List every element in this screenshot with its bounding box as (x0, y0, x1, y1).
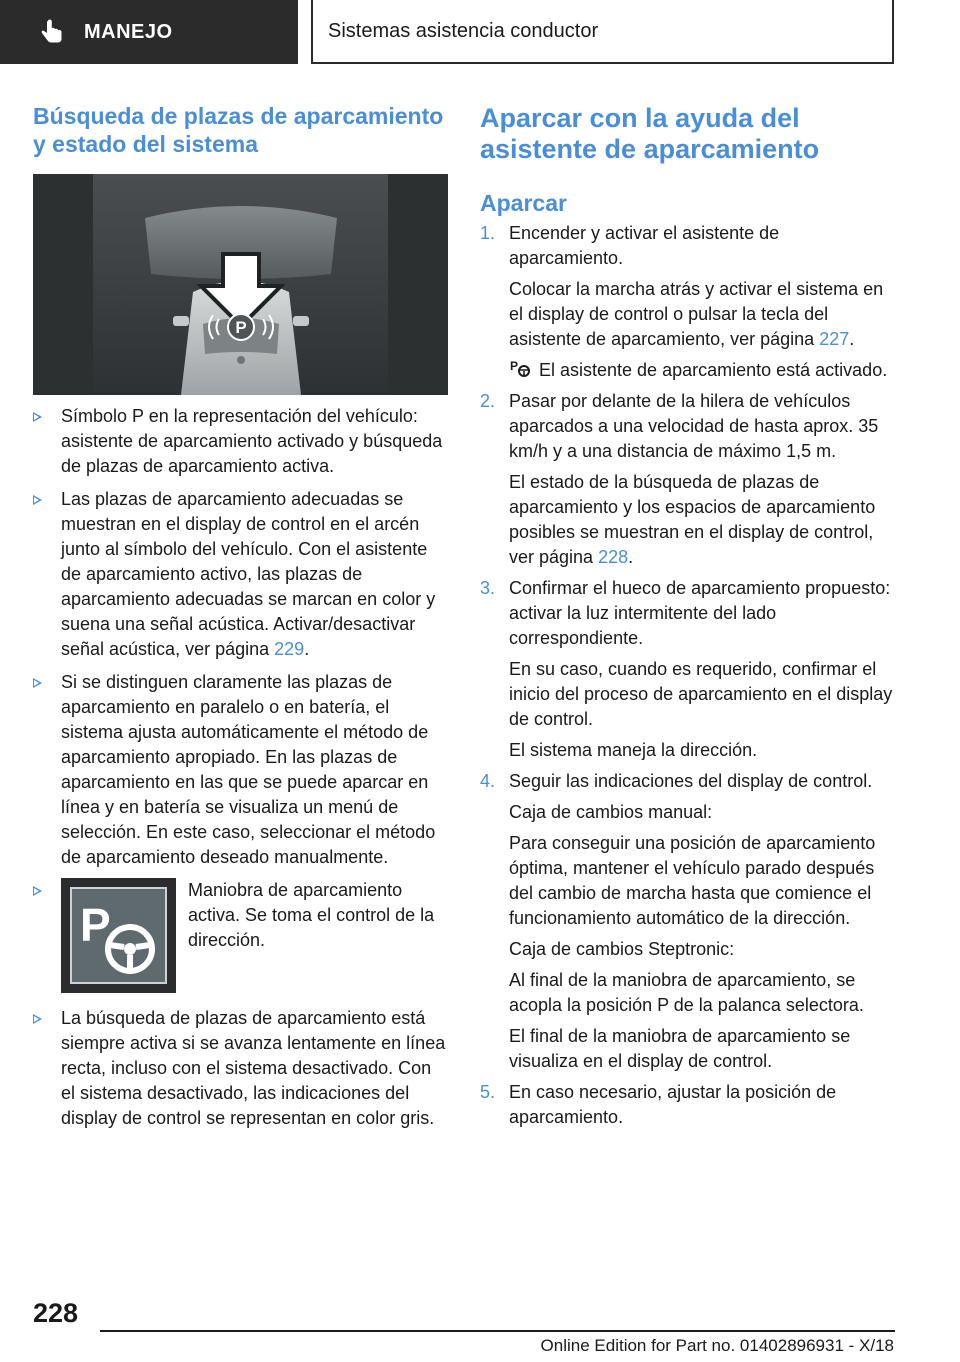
step-text: Caja de cambios manual: (509, 802, 713, 822)
right-section-title: Aparcar con la ayuda del asistente de aparcamiento (480, 103, 820, 164)
section-label: Sistemas asistencia conductor (328, 19, 599, 42)
list-item (33, 670, 449, 870)
page-link-229[interactable]: 229 (274, 639, 305, 659)
page-number: 228 (33, 1298, 79, 1328)
step-text: El sistema maneja la dirección. (509, 740, 758, 760)
steps-list (480, 221, 898, 1136)
chapter-label: MANEJO (84, 20, 173, 43)
list-item-text: La búsqueda de plazas de aparcamiento está siempre activa si se avanza lentamente en línea recta, incluso con el sistema desactivado. Con el sistema desactivado, las indicaciones del display de control se representan en color gris. (61, 1008, 446, 1128)
footer-divider (100, 1330, 895, 1332)
list-item (33, 487, 449, 662)
step-item (480, 576, 898, 763)
parking-status-figure (33, 174, 448, 395)
step-text: En caso necesario, ajustar la posición de aparcamiento. (509, 1082, 837, 1127)
parking-assistant-icon (509, 358, 533, 378)
step-text: Confirmar el hueco de aparcamiento propuesto: activar la luz intermitente del lado correspondiente. (509, 578, 891, 648)
step-text-body: El estado de la búsqueda de plazas de aparcamiento y los espacios de aparcamiento posibles se muestran en el display de control, ver página (509, 472, 876, 567)
hand-pointer-icon (38, 18, 66, 46)
step-text (509, 470, 898, 570)
step-text (509, 358, 898, 383)
step-text: Al final de la maniobra de aparcamiento, se acopla la posición P de la palanca selectora. (509, 970, 864, 1015)
list-item (33, 878, 449, 998)
step-number: 2. (480, 391, 496, 411)
section-header (311, 0, 894, 64)
edition-note: Online Edition for Part no. 01402896931 - X/18 (540, 1336, 894, 1355)
page-link-228[interactable]: 228 (598, 547, 629, 567)
step-text-body: Colocar la marcha atrás y activar el sistema en el display de control o pulsar la tecla del asistente de aparcamiento, ver página (509, 279, 884, 349)
left-bullet-list (33, 404, 449, 1139)
step-number: 5. (480, 1082, 496, 1102)
list-item-text-suffix: . (304, 639, 310, 659)
step-item (480, 221, 898, 383)
step-text: Para conseguir una posición de aparcamiento óptima, mantener el vehículo parado después del cambio de marcha hasta que comience el funcionamiento automático de la dirección. (509, 833, 876, 928)
bullet-triangle-icon (33, 886, 42, 896)
bullet-triangle-icon (33, 678, 42, 688)
step-text: El final de la maniobra de aparcamiento se visualiza en el display de control. (509, 1026, 851, 1071)
list-item (33, 404, 449, 479)
step-item (480, 1080, 898, 1130)
list-item-text: Símbolo P en la representación del vehículo: asistente de aparcamiento activado y búsqueda de plazas de aparcamiento activa. (61, 406, 443, 476)
step-text-suffix: . (628, 547, 634, 567)
page-link-227[interactable]: 227 (819, 329, 850, 349)
list-item-text-body: Las plazas de aparcamiento adecuadas se muestran en el display de control en el arcén junto al símbolo del vehículo. Con el asistente de aparcamiento activo, las plazas de aparcamiento adecuadas se marcan en color y suena una señal acústica. Activar/desactivar señal acústica, ver página (61, 489, 436, 659)
step-text: Pasar por delante de la hilera de vehículos aparcados a una velocidad de hasta aprox. 35 km/h y a una distancia de máximo 1,5 m. (509, 391, 879, 461)
step-text: Seguir las indicaciones del display de control. (509, 771, 873, 791)
right-subsection-title: Aparcar (480, 190, 567, 216)
svg-text:P: P (510, 359, 519, 373)
car-parking-illustration (33, 174, 448, 395)
step-text: Caja de cambios Steptronic: (509, 939, 735, 959)
step-text: Encender y activar el asistente de aparcamiento. (509, 223, 780, 268)
left-section-title: Búsqueda de plazas de aparcamiento y estado del sistema (33, 103, 444, 157)
parking-steering-icon (61, 878, 176, 993)
icon-p-letter: P (80, 899, 111, 951)
step-number: 4. (480, 771, 496, 791)
list-item-text: Si se distinguen claramente las plazas de aparcamiento en paralelo o en batería, el sistema ajusta automáticamente el método de aparcamiento apropiado. En las plazas de aparcamiento en las que se puede aparcar en línea y en batería se visualiza un menú de selección. En este caso, seleccionar el método de aparcamiento deseado manualmente. (61, 672, 436, 867)
list-item (33, 1006, 449, 1131)
p-symbol: P (235, 318, 247, 337)
step-item (480, 389, 898, 570)
step-text (509, 277, 898, 352)
bullet-triangle-icon (33, 495, 42, 505)
chapter-tab (0, 0, 298, 64)
list-item-text: Maniobra de aparcamiento activa. Se toma el control de la dirección. (188, 880, 435, 950)
bullet-triangle-icon (33, 412, 42, 422)
step-item (480, 769, 898, 1074)
step-text-suffix: . (849, 329, 855, 349)
step-text: En su caso, cuando es requerido, confirmar el inicio del proceso de aparcamiento en el display de control. (509, 659, 893, 729)
bullet-triangle-icon (33, 1014, 42, 1024)
step-text-body: El asistente de aparcamiento está activado. (539, 360, 888, 380)
step-number: 1. (480, 223, 496, 243)
list-item-text (61, 487, 449, 662)
step-number: 3. (480, 578, 496, 598)
